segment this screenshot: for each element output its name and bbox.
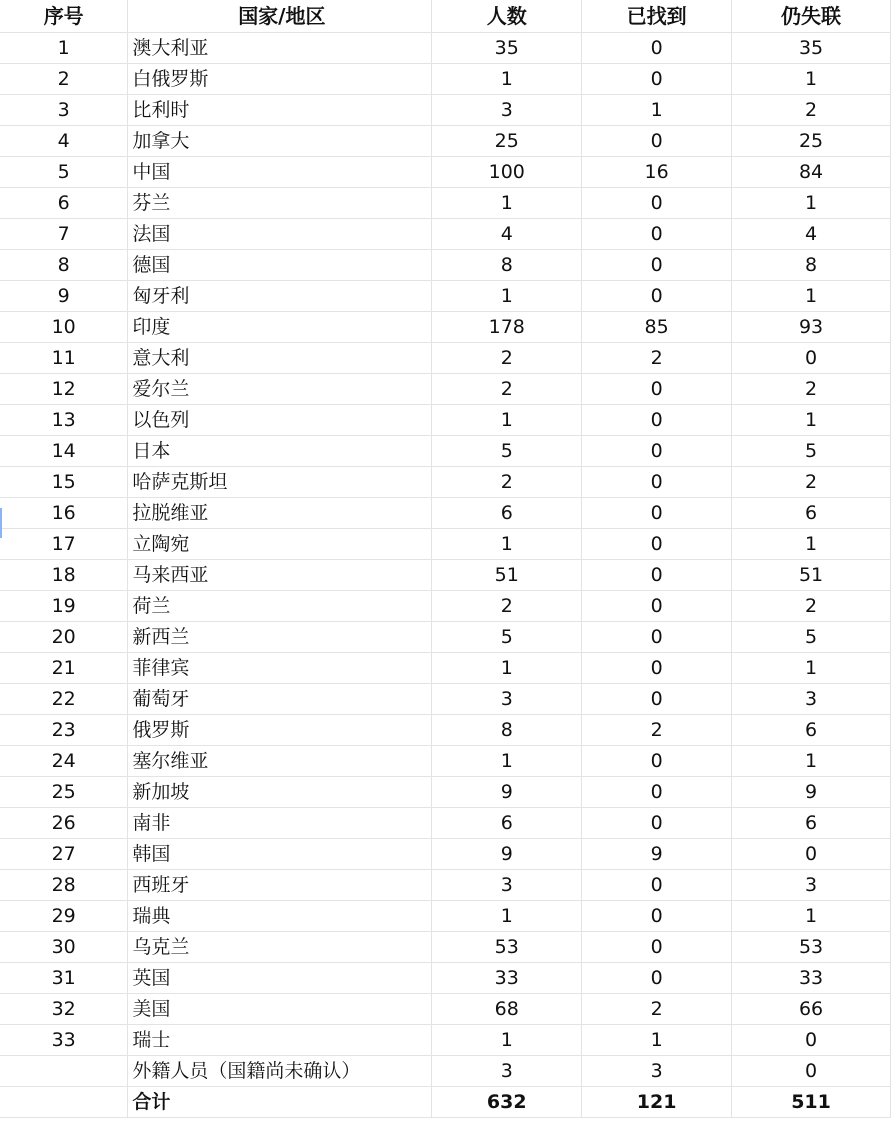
table-row <box>0 125 891 156</box>
table-row <box>0 559 891 590</box>
cell-missing[interactable]: 1 <box>732 528 891 559</box>
cell-found[interactable]: 0 <box>582 404 732 435</box>
cell-index[interactable]: 17 <box>0 528 128 559</box>
cell-missing[interactable]: 6 <box>732 807 891 838</box>
cell-missing[interactable]: 1 <box>732 280 891 311</box>
cell-count[interactable]: 2 <box>432 590 582 621</box>
cell-index[interactable]: 26 <box>0 807 128 838</box>
cell-index[interactable]: 10 <box>0 311 128 342</box>
cell-count[interactable]: 5 <box>432 435 582 466</box>
total-row <box>0 1086 891 1117</box>
cell-missing[interactable]: 1 <box>732 187 891 218</box>
cell-count[interactable]: 1 <box>432 745 582 776</box>
cell-missing[interactable]: 51 <box>732 559 891 590</box>
cell-country[interactable]: 荷兰 <box>128 590 432 621</box>
cell-found[interactable]: 85 <box>582 311 732 342</box>
table-row <box>0 714 891 745</box>
cell-missing[interactable]: 5 <box>732 435 891 466</box>
cell-missing[interactable]: 0 <box>732 342 891 373</box>
cell-index[interactable]: 24 <box>0 745 128 776</box>
cell-found[interactable]: 121 <box>582 1086 732 1117</box>
cell-missing[interactable]: 2 <box>732 466 891 497</box>
table-row <box>0 621 891 652</box>
cell-found[interactable]: 0 <box>582 621 732 652</box>
cell-missing[interactable]: 9 <box>732 776 891 807</box>
cell-found[interactable]: 0 <box>582 745 732 776</box>
cell-country[interactable]: 新西兰 <box>128 621 432 652</box>
cell-count[interactable]: 6 <box>432 807 582 838</box>
cell-country[interactable]: 韩国 <box>128 838 432 869</box>
table-row <box>0 187 891 218</box>
cell-found[interactable]: 0 <box>582 931 732 962</box>
cell-count[interactable]: 9 <box>432 776 582 807</box>
cell-found[interactable]: 1 <box>582 94 732 125</box>
header-index[interactable]: 序号 <box>0 0 128 32</box>
cell-count[interactable]: 25 <box>432 125 582 156</box>
table-row <box>0 807 891 838</box>
cell-found[interactable]: 0 <box>582 280 732 311</box>
cell-found[interactable]: 0 <box>582 962 732 993</box>
cell-missing[interactable]: 3 <box>732 683 891 714</box>
cell-found[interactable]: 0 <box>582 590 732 621</box>
cell-index[interactable]: 15 <box>0 466 128 497</box>
table-row <box>0 962 891 993</box>
cell-found[interactable]: 1 <box>582 1024 732 1055</box>
cell-count[interactable]: 2 <box>432 373 582 404</box>
cell-country[interactable]: 瑞士 <box>128 1024 432 1055</box>
cell-missing[interactable]: 1 <box>732 652 891 683</box>
cell-index[interactable]: 14 <box>0 435 128 466</box>
table-row <box>0 590 891 621</box>
table-row <box>0 435 891 466</box>
cell-country[interactable]: 俄罗斯 <box>128 714 432 745</box>
cell-country[interactable]: 新加坡 <box>128 776 432 807</box>
cell-count[interactable]: 3 <box>432 683 582 714</box>
cell-count[interactable]: 178 <box>432 311 582 342</box>
cell-missing[interactable]: 2 <box>732 590 891 621</box>
cell-count[interactable]: 2 <box>432 466 582 497</box>
table-row <box>0 342 891 373</box>
table-row <box>0 156 891 187</box>
cell-country[interactable]: 英国 <box>128 962 432 993</box>
cell-count[interactable]: 5 <box>432 621 582 652</box>
cell-count[interactable]: 3 <box>432 94 582 125</box>
cell-country[interactable]: 芬兰 <box>128 187 432 218</box>
cell-found[interactable]: 9 <box>582 838 732 869</box>
cell-index[interactable]: 6 <box>0 187 128 218</box>
table-row <box>0 280 891 311</box>
cell-country[interactable]: 塞尔维亚 <box>128 745 432 776</box>
cell-found[interactable]: 0 <box>582 869 732 900</box>
cell-count[interactable]: 632 <box>432 1086 582 1117</box>
cell-country[interactable]: 合计 <box>128 1086 432 1117</box>
cell-count[interactable]: 1 <box>432 652 582 683</box>
table-body <box>0 32 891 1117</box>
cell-missing[interactable]: 3 <box>732 869 891 900</box>
cell-country[interactable]: 日本 <box>128 435 432 466</box>
cell-count[interactable]: 33 <box>432 962 582 993</box>
cell-country[interactable]: 匈牙利 <box>128 280 432 311</box>
cell-found[interactable]: 2 <box>582 342 732 373</box>
cell-count[interactable]: 1 <box>432 63 582 94</box>
cell-count[interactable]: 6 <box>432 497 582 528</box>
cell-country[interactable]: 印度 <box>128 311 432 342</box>
header-count[interactable]: 人数 <box>432 0 582 32</box>
table-row <box>0 63 891 94</box>
cell-missing[interactable]: 2 <box>732 94 891 125</box>
cell-count[interactable]: 1 <box>432 900 582 931</box>
cell-found[interactable]: 0 <box>582 373 732 404</box>
cell-found[interactable]: 2 <box>582 993 732 1024</box>
cell-country[interactable]: 南非 <box>128 807 432 838</box>
cell-country[interactable]: 瑞典 <box>128 900 432 931</box>
table-row <box>0 528 891 559</box>
cell-found[interactable]: 0 <box>582 125 732 156</box>
table-row <box>0 1055 891 1086</box>
cell-index[interactable]: 28 <box>0 869 128 900</box>
cell-missing[interactable]: 33 <box>732 962 891 993</box>
cell-found[interactable]: 0 <box>582 187 732 218</box>
cell-index[interactable]: 13 <box>0 404 128 435</box>
cell-found[interactable]: 0 <box>582 32 732 63</box>
cell-country[interactable]: 以色列 <box>128 404 432 435</box>
cell-country[interactable]: 乌克兰 <box>128 931 432 962</box>
table-row <box>0 993 891 1024</box>
cell-missing[interactable]: 53 <box>732 931 891 962</box>
header-country[interactable]: 国家/地区 <box>128 0 432 32</box>
cell-country[interactable]: 意大利 <box>128 342 432 373</box>
table-row <box>0 900 891 931</box>
cell-count[interactable]: 1 <box>432 280 582 311</box>
cell-index[interactable] <box>0 1055 128 1086</box>
cell-missing[interactable]: 84 <box>732 156 891 187</box>
cell-index[interactable]: 29 <box>0 900 128 931</box>
cell-missing[interactable]: 1 <box>732 900 891 931</box>
cell-index[interactable]: 30 <box>0 931 128 962</box>
cell-country[interactable]: 马来西亚 <box>128 559 432 590</box>
cell-country[interactable]: 哈萨克斯坦 <box>128 466 432 497</box>
cell-country[interactable]: 中国 <box>128 156 432 187</box>
cell-country[interactable]: 葡萄牙 <box>128 683 432 714</box>
cell-country[interactable]: 澳大利亚 <box>128 32 432 63</box>
cell-found[interactable]: 0 <box>582 559 732 590</box>
cell-count[interactable]: 1 <box>432 187 582 218</box>
table-row <box>0 466 891 497</box>
cell-count[interactable]: 51 <box>432 559 582 590</box>
cell-country[interactable]: 立陶宛 <box>128 528 432 559</box>
cell-count[interactable]: 3 <box>432 869 582 900</box>
cell-count[interactable]: 4 <box>432 218 582 249</box>
cell-count[interactable]: 100 <box>432 156 582 187</box>
cell-found[interactable]: 0 <box>582 900 732 931</box>
cell-index[interactable]: 4 <box>0 125 128 156</box>
cell-missing[interactable]: 0 <box>732 838 891 869</box>
cell-found[interactable]: 0 <box>582 776 732 807</box>
table-row <box>0 94 891 125</box>
cell-count[interactable]: 1 <box>432 1024 582 1055</box>
table-row <box>0 776 891 807</box>
cell-found[interactable]: 16 <box>582 156 732 187</box>
table-row <box>0 497 891 528</box>
cell-count[interactable]: 8 <box>432 714 582 745</box>
cell-index[interactable]: 16 <box>0 497 128 528</box>
cell-missing[interactable]: 6 <box>732 497 891 528</box>
cell-index[interactable]: 23 <box>0 714 128 745</box>
cell-missing[interactable]: 93 <box>732 311 891 342</box>
cell-found[interactable]: 0 <box>582 683 732 714</box>
cell-index[interactable]: 7 <box>0 218 128 249</box>
table-row <box>0 1024 891 1055</box>
cell-country[interactable]: 德国 <box>128 249 432 280</box>
cell-country[interactable]: 白俄罗斯 <box>128 63 432 94</box>
cell-index[interactable]: 1 <box>0 32 128 63</box>
cell-count[interactable]: 35 <box>432 32 582 63</box>
cell-count[interactable]: 1 <box>432 404 582 435</box>
table-row <box>0 652 891 683</box>
cell-country[interactable]: 加拿大 <box>128 125 432 156</box>
table-row <box>0 218 891 249</box>
cell-index[interactable]: 3 <box>0 94 128 125</box>
cell-index[interactable]: 2 <box>0 63 128 94</box>
header-found[interactable]: 已找到 <box>582 0 732 32</box>
cell-index[interactable]: 33 <box>0 1024 128 1055</box>
cell-country[interactable]: 西班牙 <box>128 869 432 900</box>
cell-found[interactable]: 0 <box>582 497 732 528</box>
cell-index[interactable]: 9 <box>0 280 128 311</box>
cell-index[interactable]: 5 <box>0 156 128 187</box>
cell-count[interactable]: 1 <box>432 528 582 559</box>
cell-found[interactable]: 0 <box>582 528 732 559</box>
cell-index[interactable] <box>0 1086 128 1117</box>
cell-missing[interactable]: 8 <box>732 249 891 280</box>
cell-index[interactable]: 21 <box>0 652 128 683</box>
header-missing[interactable]: 仍失联 <box>732 0 891 32</box>
cell-index[interactable]: 31 <box>0 962 128 993</box>
cell-found[interactable]: 0 <box>582 249 732 280</box>
cell-missing[interactable]: 6 <box>732 714 891 745</box>
cell-count[interactable]: 68 <box>432 993 582 1024</box>
cell-country[interactable]: 拉脱维亚 <box>128 497 432 528</box>
cell-index[interactable]: 19 <box>0 590 128 621</box>
cell-found[interactable]: 0 <box>582 652 732 683</box>
cell-missing[interactable]: 66 <box>732 993 891 1024</box>
table-row <box>0 745 891 776</box>
cell-country[interactable]: 菲律宾 <box>128 652 432 683</box>
cell-found[interactable]: 0 <box>582 466 732 497</box>
cell-index[interactable]: 18 <box>0 559 128 590</box>
cell-count[interactable]: 9 <box>432 838 582 869</box>
row-selection-marker <box>0 508 2 538</box>
header-row <box>0 0 891 32</box>
cell-missing[interactable]: 35 <box>732 32 891 63</box>
cell-index[interactable]: 12 <box>0 373 128 404</box>
cell-missing[interactable]: 1 <box>732 63 891 94</box>
cell-found[interactable]: 2 <box>582 714 732 745</box>
cell-missing[interactable]: 1 <box>732 745 891 776</box>
table-row <box>0 683 891 714</box>
cell-found[interactable]: 0 <box>582 807 732 838</box>
cell-index[interactable]: 27 <box>0 838 128 869</box>
cell-count[interactable]: 8 <box>432 249 582 280</box>
cell-missing[interactable]: 1 <box>732 404 891 435</box>
cell-country[interactable]: 法国 <box>128 218 432 249</box>
cell-index[interactable]: 25 <box>0 776 128 807</box>
cell-count[interactable]: 2 <box>432 342 582 373</box>
table-row <box>0 311 891 342</box>
cell-index[interactable]: 8 <box>0 249 128 280</box>
cell-missing[interactable]: 2 <box>732 373 891 404</box>
cell-found[interactable]: 0 <box>582 435 732 466</box>
table-row <box>0 869 891 900</box>
table-row <box>0 931 891 962</box>
cell-missing[interactable]: 0 <box>732 1024 891 1055</box>
cell-country[interactable]: 美国 <box>128 993 432 1024</box>
cell-country[interactable]: 爱尔兰 <box>128 373 432 404</box>
table-row <box>0 404 891 435</box>
cell-missing[interactable]: 4 <box>732 218 891 249</box>
cell-count[interactable]: 3 <box>432 1055 582 1086</box>
table-row <box>0 32 891 63</box>
cell-found[interactable]: 0 <box>582 63 732 94</box>
cell-index[interactable]: 32 <box>0 993 128 1024</box>
cell-found[interactable]: 0 <box>582 218 732 249</box>
cell-missing[interactable]: 5 <box>732 621 891 652</box>
cell-index[interactable]: 22 <box>0 683 128 714</box>
cell-found[interactable]: 3 <box>582 1055 732 1086</box>
cell-index[interactable]: 20 <box>0 621 128 652</box>
cell-country[interactable]: 比利时 <box>128 94 432 125</box>
cell-index[interactable]: 11 <box>0 342 128 373</box>
cell-missing[interactable]: 511 <box>732 1086 891 1117</box>
cell-missing[interactable]: 25 <box>732 125 891 156</box>
table-row <box>0 249 891 280</box>
cell-count[interactable]: 53 <box>432 931 582 962</box>
table-row <box>0 373 891 404</box>
cell-missing[interactable]: 0 <box>732 1055 891 1086</box>
cell-country[interactable]: 外籍人员（国籍尚未确认） <box>128 1055 432 1086</box>
table-row <box>0 838 891 869</box>
